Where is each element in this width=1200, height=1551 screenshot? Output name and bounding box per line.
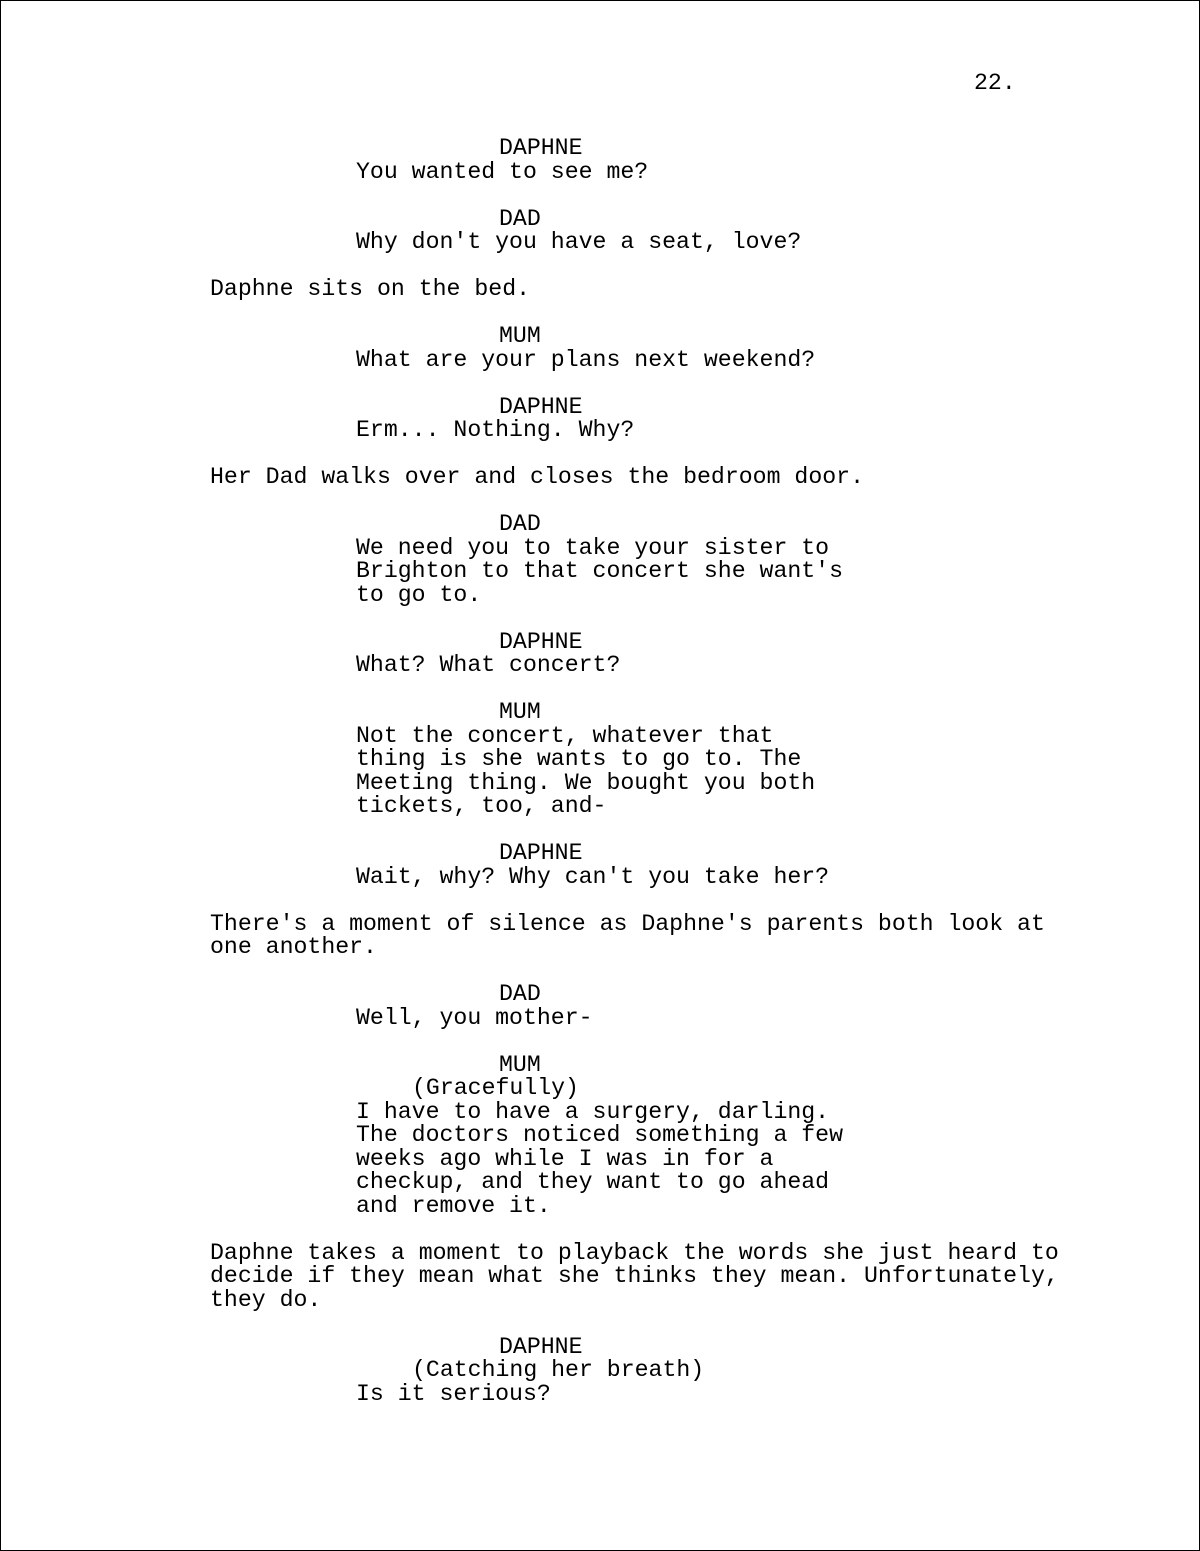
dialogue-line: The doctors noticed something a few	[356, 1122, 844, 1148]
dialogue-block	[1, 842, 1199, 889]
dialogue-line: Brighton to that concert she want's	[356, 558, 844, 584]
character-name: DAD	[499, 205, 541, 232]
dialogue-line: thing is she wants to go to. The	[356, 746, 802, 772]
dialogue-block	[1, 325, 1199, 372]
dialogue-block	[1, 513, 1199, 607]
dialogue-line: weeks ago while I was in for a	[356, 1145, 774, 1172]
dialogue-line: Well, you mother-	[356, 1004, 593, 1031]
dialogue-line: to go to.	[356, 581, 482, 608]
character-name: MUM	[499, 699, 541, 725]
page-number: 22.	[974, 70, 1016, 96]
action-line	[210, 278, 1090, 302]
script-content	[1, 137, 1199, 1406]
dialogue-block	[1, 983, 1199, 1030]
character-name: MUM	[499, 323, 541, 349]
dialogue-line: Not the concert, whatever that	[356, 722, 774, 749]
dialogue-line: We need you to take your sister to	[356, 534, 830, 561]
action-text: There's a moment of silence as Daphne's parents both look at	[210, 910, 1045, 937]
character-name: DAD	[499, 981, 541, 1007]
action-text: one another.	[210, 934, 377, 960]
character-name: MUM	[499, 1051, 541, 1078]
dialogue-line: and remove it.	[356, 1192, 551, 1219]
dialogue-line: What are your plans next weekend?	[356, 346, 816, 373]
dialogue-line: tickets, too, and-	[356, 793, 607, 819]
dialogue-block	[1, 137, 1199, 184]
action-text: they do.	[210, 1286, 322, 1313]
action-line	[210, 910, 1090, 960]
dialogue-line: Erm... Nothing. Why?	[356, 417, 635, 443]
action-line	[210, 1239, 1090, 1313]
dialogue-line: You wanted to see me?	[356, 158, 649, 185]
dialogue-block	[1, 701, 1199, 819]
action-line	[210, 466, 1090, 490]
character-name: DAPHNE	[499, 135, 583, 161]
character-name: DAD	[499, 511, 541, 537]
dialogue-line: Wait, why? Why can't you take her?	[356, 863, 830, 890]
dialogue-line: checkup, and they want to go ahead	[356, 1169, 830, 1195]
dialogue-line: Is it serious?	[356, 1380, 551, 1407]
parenthetical: (Catching her breath)	[412, 1357, 705, 1383]
character-name: DAPHNE	[499, 840, 583, 866]
character-name: DAPHNE	[499, 628, 583, 655]
action-text: Daphne takes a moment to playback the words she just heard to	[210, 1239, 1059, 1266]
action-text: Daphne sits on the bed.	[210, 276, 531, 302]
dialogue-line: Meeting thing. We bought you both	[356, 769, 816, 796]
character-name: DAPHNE	[499, 1333, 583, 1360]
character-name: DAPHNE	[499, 393, 583, 420]
action-text: decide if they mean what she thinks they mean. Unfortunately,	[210, 1263, 1059, 1289]
parenthetical: (Gracefully)	[412, 1075, 579, 1101]
dialogue-block	[1, 1051, 1199, 1219]
dialogue-line: What? What concert?	[356, 652, 621, 678]
dialogue-line: I have to have a surgery, darling.	[356, 1098, 830, 1125]
dialogue-block	[1, 393, 1199, 443]
action-text: Her Dad walks over and closes the bedroom door.	[210, 464, 864, 490]
dialogue-line: Why don't you have a seat, love?	[356, 229, 802, 255]
dialogue-block	[1, 628, 1199, 678]
dialogue-block	[1, 1333, 1199, 1407]
dialogue-block	[1, 205, 1199, 255]
